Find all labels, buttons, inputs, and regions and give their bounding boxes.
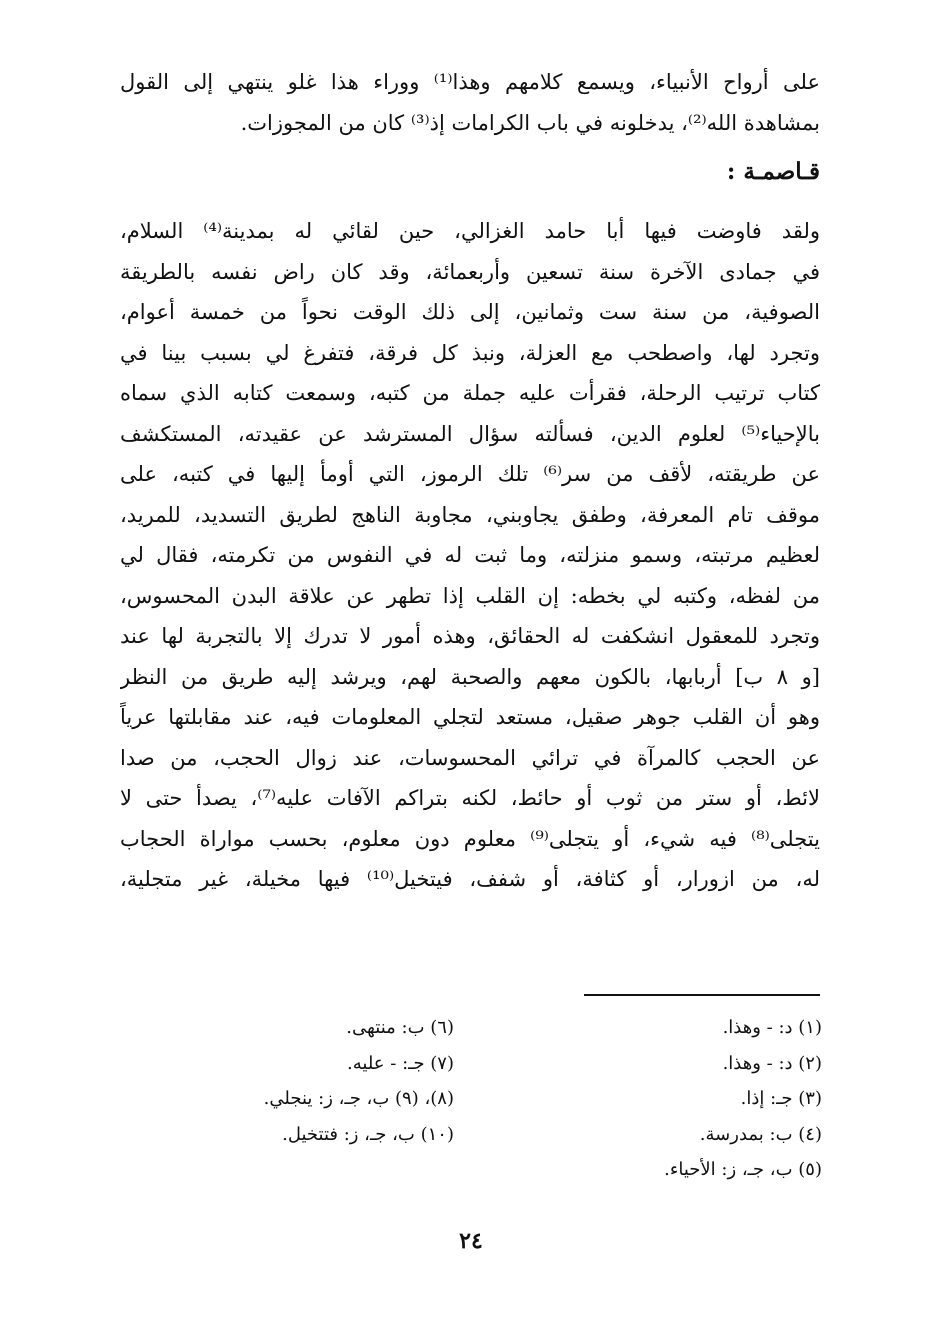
footnote: (٧) جـ: - عليه. xyxy=(347,1052,454,1074)
text-line: من لفظه، وكتبه لي بخطه: إن القلب إذا تطهر عن علاقة البدن المحسوس، xyxy=(120,583,820,608)
page-number: ٢٤ xyxy=(459,1228,483,1254)
text-line: عن طريقته، لأقف من سر⁽⁶⁾ تلك الرموز، التي أومأ إليها في كتبه، على xyxy=(120,462,820,486)
section-heading: قـاصمـة : xyxy=(726,158,820,185)
text-line: عن الحجب كالمرآة في ترائي المحسوسات، عند زوال الحجب، من صدا xyxy=(120,745,820,770)
text-line: على أرواح الأنبياء، ويسمع كلامهم وهذا⁽¹⁾ ووراء هذا غلو ينتهي إلى القول xyxy=(120,70,820,94)
text-line: لعظيم مرتبته، وسمو منزلته، وما ثبت له في النفوس من تكرمته، فقال لي xyxy=(120,543,820,567)
footnote: (٣) جـ: إذا. xyxy=(740,1088,822,1109)
text-line: بمشاهدة الله⁽²⁾، يدخلونه في باب الكرامات إذ⁽³⁾ كان من المجوزات. xyxy=(240,110,820,135)
footnote-separator-rule xyxy=(584,994,820,996)
text-line: يتجلى⁽⁸⁾ فيه شيء، أو يتجلى⁽⁹⁾ معلوم دون معلوم، بحسب مواراة الحجاب xyxy=(120,826,820,851)
text-line: الصوفية، من سنة ست وثمانين، إلى ذلك الوقت نحواً من خمسة أعوام، xyxy=(120,300,820,324)
footnote: (٢) د: - وهذا. xyxy=(722,1052,822,1074)
footnote: (١٠) ب، جـ، ز: فتتخيل. xyxy=(282,1123,454,1145)
main-text-block xyxy=(120,62,820,900)
text-line: وتجرد للمعقول انشكفت له الحقائق، وهذه أمور لا تدرك إلا بالتجربة لها عند xyxy=(120,624,820,648)
text-line: ولقد فاوضت فيها أبا حامد الغزالي، حين لقائي له بمدينة⁽⁴⁾ السلام، xyxy=(120,219,820,243)
text-line: موقف تام المعرفة، وطفق يجاوبني، مجاوبة الناهج لطريق التسديد، للمريد، xyxy=(120,502,820,527)
text-line: كتاب ترتيب الرحلة، فقرأت عليه جملة من كتبه، وسمعت كتابه الذي سماه xyxy=(120,381,820,405)
footnotes-left-column xyxy=(144,1010,454,1152)
text-line: وتجرد لها، واصطحب مع العزلة، ونبذ كل فرقة، فتفرغ لي بسبب بينا في xyxy=(120,340,820,365)
text-line: له، من ازورار، أو كثافة، أو شفف، فيتخيل⁽¹⁰⁾ فيها مخيلة، غير متجلية، xyxy=(120,867,820,891)
footnote: (٨)، (٩) ب، جـ، ز: ينجلي. xyxy=(263,1088,454,1109)
footnote: (١) د: - وهذا. xyxy=(722,1017,822,1038)
footnote: (٤) ب: بمدرسة. xyxy=(699,1123,822,1145)
text-line: في جمادى الآخرة سنة تسعين وأربعمائة، وقد كان راض نفسه بالطريقة xyxy=(120,259,820,284)
footnotes-right-column xyxy=(522,1010,822,1188)
footnote: (٥) ب، جـ، ز: الأحياء. xyxy=(664,1159,822,1180)
text-line: لائط، أو ستر من ثوب أو حائط، لكنه بتراكم الآفات عليه⁽⁷⁾، يصدأ حتى لا xyxy=(120,786,820,810)
text-line: وهو أن القلب جوهر صقيل، مستعد لتجلي المعلومات فيه، عند مقابلتها عرياً xyxy=(120,705,820,729)
text-line: بالإحياء⁽⁵⁾ لعلوم الدين، فسألته سؤال المسترشد عن عقيدته، المستكشف xyxy=(120,421,820,446)
footnote: (٦) ب: منتهى. xyxy=(346,1017,454,1038)
text-line: [و ٨ ب] أربابها، بالكون معهم والصحبة لهم، ويرشد إليه طريق من النظر xyxy=(120,664,820,689)
